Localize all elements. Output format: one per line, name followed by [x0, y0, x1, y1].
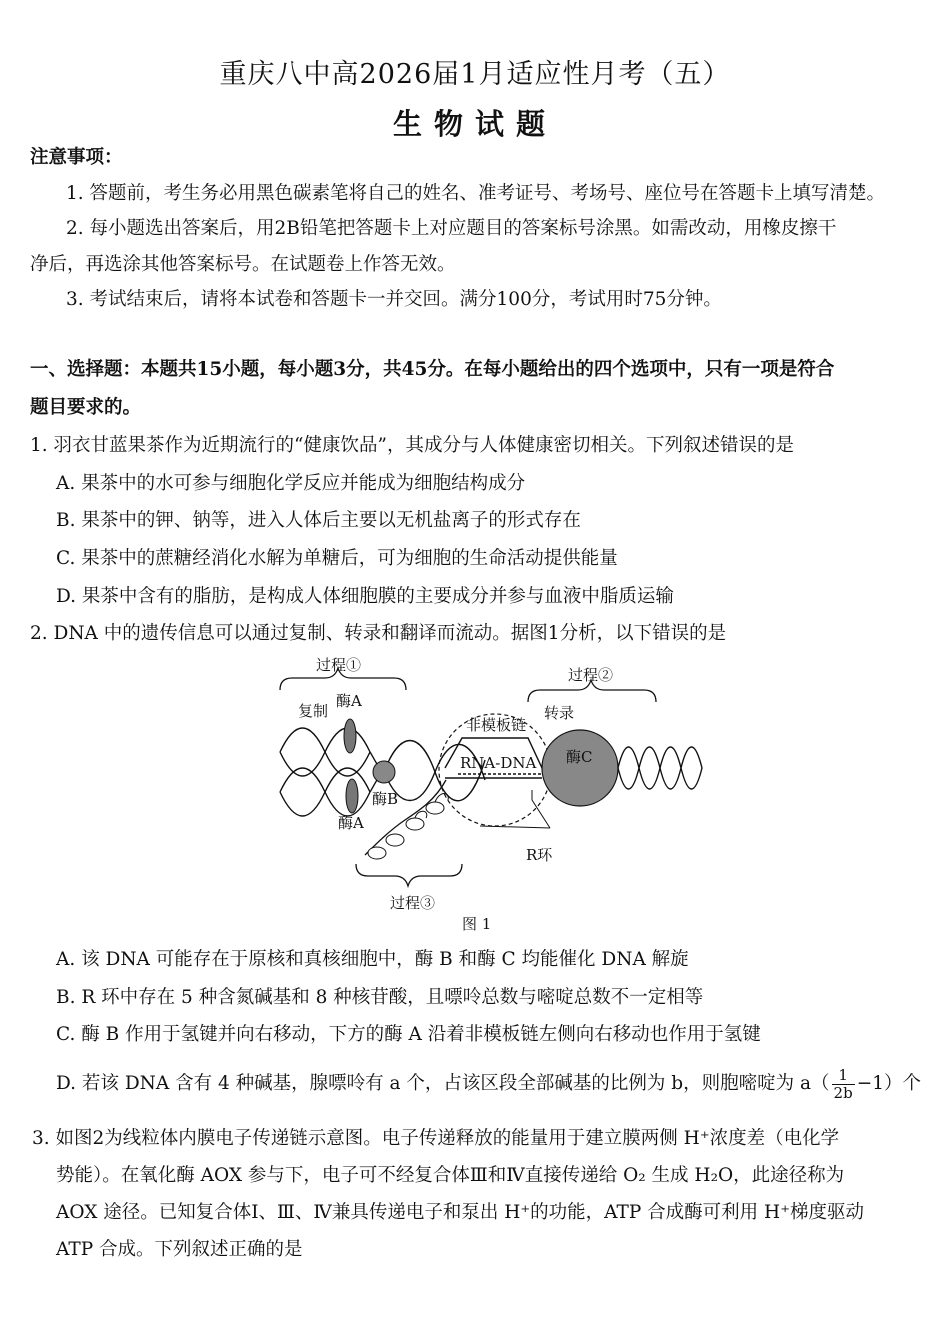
fraction-denominator: 2b: [833, 1083, 853, 1102]
q3-line-1: 3. 如图2为线粒体内膜电子传递链示意图。电子传递释放的能量用于建立膜两侧 H⁺浓度差（电化学: [32, 1128, 840, 1149]
label-r-loop: R环: [526, 846, 553, 864]
q2-option-d-prefix: D. 若该 DNA 含有 4 种碱基，腺嘌呤有 a 个，占该区段全部碱基的比例为 b，则胞嘧啶为 a（: [56, 1073, 830, 1094]
q1-option-b: B. 果茶中的钾、钠等，进入人体后主要以无机盐离子的形式存在: [56, 510, 581, 531]
label-process-1: 过程①: [316, 656, 362, 674]
section-heading-cont: 题目要求的。: [30, 397, 142, 418]
q2-option-c: C. 酶 B 作用于氢键并向右移动，下方的酶 A 沿着非模板链左侧向右移动也作用于氢键: [56, 1024, 761, 1045]
fraction-numerator: 1: [832, 1067, 855, 1085]
label-enzyme-b: 酶B: [372, 790, 399, 808]
label-transcription: 转录: [544, 704, 575, 722]
q3-line-2: 势能）。在氧化酶 AOX 参与下，电子可不经复合体Ⅲ和Ⅳ直接传递给 O₂ 生成 H₂O，此途径称为: [56, 1165, 845, 1186]
note-item-2-cont: 净后，再选涂其他答案标号。在试题卷上作答无效。: [30, 254, 456, 275]
q2-option-d-suffix: −1）个: [856, 1073, 921, 1094]
label-enzyme-c: 酶C: [566, 748, 593, 766]
q2-stem: 2. DNA 中的遗传信息可以通过复制、转录和翻译而流动。据图1分析，以下错误的是: [30, 623, 727, 644]
dna-flow-diagram: [270, 650, 710, 910]
label-process-3: 过程③: [390, 894, 436, 912]
q3-line-4: ATP 合成。下列叙述正确的是: [56, 1239, 303, 1260]
label-rna-dna: RNA-DNA: [460, 754, 537, 772]
notes-heading: 注意事项：: [30, 147, 123, 168]
q2-option-b: B. R 环中存在 5 种含氮碱基和 8 种核苷酸，且嘌呤总数与嘧啶总数不一定相等: [56, 987, 704, 1008]
section-heading: 一、选择题：本题共15小题，每小题3分，共45分。在每小题给出的四个选项中，只有一项是符合: [30, 359, 835, 380]
note-item-1: 1. 答题前，考生务必用黑色碳素笔将自己的姓名、准考证号、考场号、座位号在答题卡上填写清楚。: [66, 183, 886, 204]
figure-1: [270, 650, 710, 910]
subject-title: 生物试题: [392, 107, 557, 141]
q1-option-a: A. 果茶中的水可参与细胞化学反应并能成为细胞结构成分: [56, 473, 526, 494]
exam-title: 重庆八中高2026届1月适应性月考（五）: [219, 59, 731, 90]
label-non-template: 非模板链: [466, 716, 527, 734]
note-item-2: 2. 每小题选出答案后，用2B铅笔把答题卡上对应题目的答案标号涂黑。如需改动，用橡皮擦干: [66, 218, 837, 239]
q1-stem: 1. 羽衣甘蓝果茶作为近期流行的“健康饮品”，其成分与人体健康密切相关。下列叙述错误的是: [30, 435, 794, 456]
label-enzyme-a-top: 酶A: [336, 692, 362, 710]
q1-option-c: C. 果茶中的蔗糖经消化水解为单糖后，可为细胞的生命活动提供能量: [56, 548, 618, 569]
q3-line-3: AOX 途径。已知复合体Ⅰ、Ⅲ、Ⅳ兼具传递电子和泵出 H⁺的功能，ATP 合成酶可利用 H⁺梯度驱动: [56, 1202, 864, 1223]
q2-option-d: [56, 1064, 921, 1104]
q2-option-d-fraction: [832, 1067, 855, 1102]
q1-option-d: D. 果茶中含有的脂肪，是构成人体细胞膜的主要成分并参与血液中脂质运输: [56, 586, 674, 607]
note-item-3: 3. 考试结束后，请将本试卷和答题卡一并交回。满分100分，考试用时75分钟。: [66, 289, 722, 310]
figure-1-caption: 图 1: [462, 915, 492, 933]
label-enzyme-a-bottom: 酶A: [338, 814, 364, 832]
label-process-2: 过程②: [568, 666, 614, 684]
label-replication: 复制: [298, 702, 329, 720]
q2-option-a: A. 该 DNA 可能存在于原核和真核细胞中，酶 B 和酶 C 均能催化 DNA 解旋: [56, 949, 689, 970]
